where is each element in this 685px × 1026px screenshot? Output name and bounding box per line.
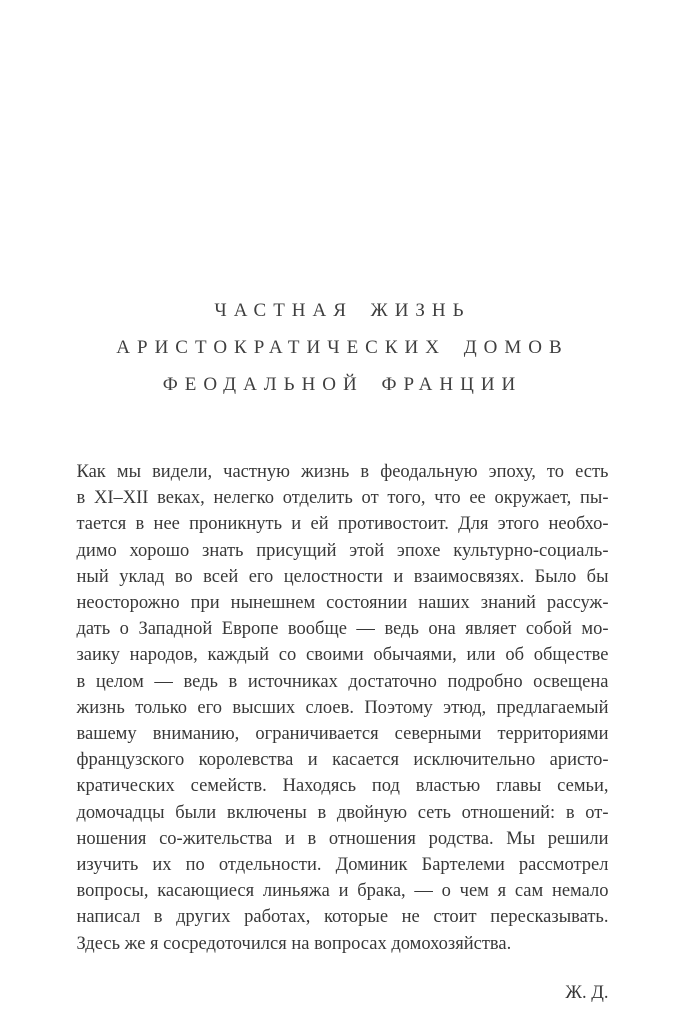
body-line: в XI–XII веках, нелегко отделить от того, что ее окружает, пы- <box>76 488 609 509</box>
body-line: тается в нее проникнуть и ей противостоит. Для этого необхо- <box>76 514 609 535</box>
body-line: неосторожно при нынешнем состоянии наших знаний рассуж- <box>76 593 609 614</box>
body-line: французского королевства и касается исключительно аристо- <box>76 750 609 771</box>
body-line: домочадцы были включены в двойную сеть отношений: в от- <box>76 802 609 823</box>
chapter-title-line: АРИСТОКРАТИЧЕСКИХ ДОМОВ <box>116 337 569 358</box>
body-line: написал в других работах, которые не стоит пересказывать. <box>76 907 609 928</box>
chapter-title-line: ФЕОДАЛЬНОЙ ФРАНЦИИ <box>162 374 523 395</box>
chapter-title <box>77 292 609 403</box>
body-line: вопросы, касающиеся линьяжа и брака, — о чем я сам немало <box>76 881 609 902</box>
body-line: в целом — ведь в источниках достаточно подробно освещена <box>76 671 609 692</box>
page-content <box>77 0 609 1004</box>
body-text <box>77 459 609 957</box>
body-line: димо хорошо знать присущий этой эпохе культурно-социаль- <box>76 540 609 561</box>
body-line: заику народов, каждый со своими обычаями, или об обществе <box>76 645 609 666</box>
body-line: ный уклад во всей его целостности и взаимосвязях. Было бы <box>76 566 609 587</box>
body-line: кратических семейств. Находясь под властью главы семьи, <box>76 776 609 797</box>
body-line: ношения со-жительства и в отношения родства. Мы решили <box>76 828 609 849</box>
body-line: жизнь только его высших слоев. Поэтому этюд, предлагаемый <box>76 697 609 718</box>
chapter-title-line: ЧАСТНАЯ ЖИЗНЬ <box>214 300 471 321</box>
body-line: изучить их по отдельности. Доминик Бартелеми рассмотрел <box>76 855 609 876</box>
body-line: Как мы видели, частную жизнь в феодальную эпоху, то есть <box>76 462 609 482</box>
body-line: вашему вниманию, ограничивается северными территориями <box>76 724 609 745</box>
body-line: Здесь же я сосредоточился на вопросах домохозяйства. <box>76 933 512 954</box>
body-line: дать о Западной Европе вообще — ведь она являет собой мо- <box>76 619 609 640</box>
author-initials: Ж. Д. <box>565 982 609 1003</box>
